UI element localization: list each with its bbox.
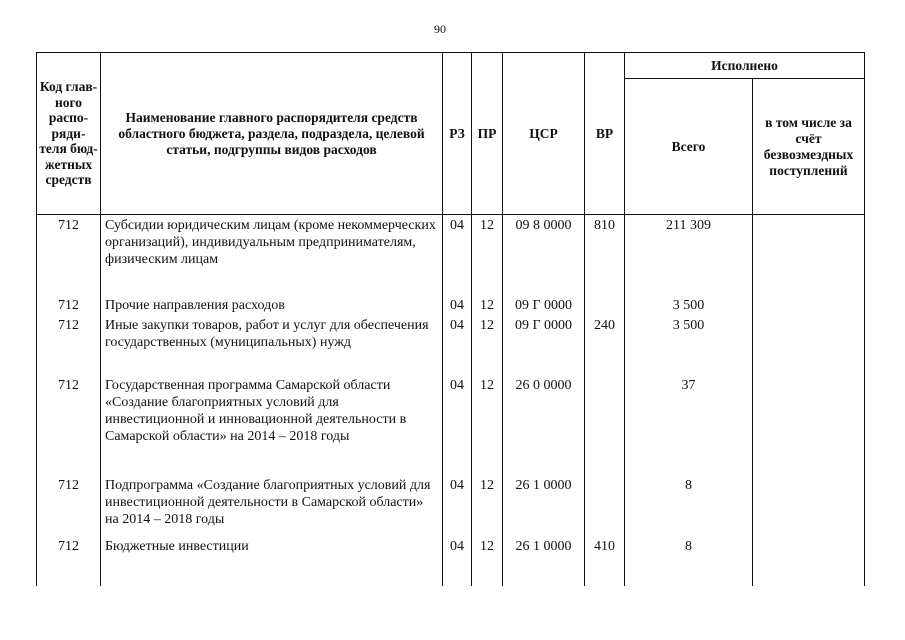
cell-csr: 26 1 0000	[503, 475, 585, 536]
header-rz: РЗ	[443, 53, 472, 215]
header-total: Всего	[625, 79, 753, 215]
cell-csr: 09 Г 0000	[503, 315, 585, 375]
cell-pr: 12	[472, 215, 503, 295]
cell-total: 3 500	[625, 295, 753, 315]
cell-vr	[585, 375, 625, 475]
cell-csr: 26 1 0000	[503, 536, 585, 586]
table-row	[37, 536, 865, 586]
cell-total: 8	[625, 475, 753, 536]
cell-pr: 12	[472, 295, 503, 315]
cell-total: 211 309	[625, 215, 753, 295]
header-executed: Исполнено	[625, 53, 865, 79]
cell-free	[753, 475, 865, 536]
cell-rz: 04	[443, 475, 472, 536]
header-name: Наименование главного распорядителя средств областного бюджета, раздела, подраздела, целевой статьи, подгруппы видов расходов	[101, 53, 443, 215]
cell-csr: 09 8 0000	[503, 215, 585, 295]
cell-rz: 04	[443, 375, 472, 475]
cell-total: 8	[625, 536, 753, 586]
cell-total: 3 500	[625, 315, 753, 375]
cell-pr: 12	[472, 375, 503, 475]
cell-free	[753, 536, 865, 586]
cell-name: Подпрограмма «Создание благоприятных условий для инвестиционной деятельности в Самарской области» на 2014 – 2018 годы	[101, 475, 443, 536]
cell-name: Иные закупки товаров, работ и услуг для обеспечения государственных (муниципальных) нужд	[101, 315, 443, 375]
header-vr: ВР	[585, 53, 625, 215]
cell-name: Субсидии юридическим лицам (кроме некоммерческих организаций), индивидуальным предпринимателям, физическим лицам	[101, 215, 443, 295]
cell-free	[753, 295, 865, 315]
cell-vr: 240	[585, 315, 625, 375]
cell-code: 712	[37, 536, 101, 586]
cell-total: 37	[625, 375, 753, 475]
cell-name: Бюджетные инвестиции	[101, 536, 443, 586]
cell-vr: 410	[585, 536, 625, 586]
cell-pr: 12	[472, 315, 503, 375]
table-row	[37, 295, 865, 315]
header-pr: ПР	[472, 53, 503, 215]
header-free: в том числе за счёт безвозмездных поступлений	[753, 79, 865, 215]
cell-rz: 04	[443, 295, 472, 315]
header-code: Код глав-ного распо-ряди-теля бюд-жетных средств	[37, 53, 101, 215]
cell-rz: 04	[443, 315, 472, 375]
table-row	[37, 215, 865, 295]
table-row	[37, 475, 865, 536]
cell-rz: 04	[443, 215, 472, 295]
cell-free	[753, 215, 865, 295]
cell-free	[753, 375, 865, 475]
cell-pr: 12	[472, 475, 503, 536]
cell-vr	[585, 475, 625, 536]
cell-name: Государственная программа Самарской области «Создание благоприятных условий для инвестиционной и инновационной деятельности в Самарской области» на 2014 – 2018 годы	[101, 375, 443, 475]
cell-rz: 04	[443, 536, 472, 586]
cell-code: 712	[37, 295, 101, 315]
header-csr: ЦСР	[503, 53, 585, 215]
budget-table	[36, 52, 865, 586]
cell-vr	[585, 295, 625, 315]
cell-vr: 810	[585, 215, 625, 295]
cell-code: 712	[37, 475, 101, 536]
cell-code: 712	[37, 215, 101, 295]
cell-pr: 12	[472, 536, 503, 586]
cell-free	[753, 315, 865, 375]
cell-code: 712	[37, 375, 101, 475]
cell-csr: 26 0 0000	[503, 375, 585, 475]
cell-name: Прочие направления расходов	[101, 295, 443, 315]
cell-code: 712	[37, 315, 101, 375]
budget-sheet	[36, 52, 864, 622]
cell-csr: 09 Г 0000	[503, 295, 585, 315]
page-number: 90	[434, 22, 446, 36]
table-row	[37, 375, 865, 475]
table-row	[37, 315, 865, 375]
